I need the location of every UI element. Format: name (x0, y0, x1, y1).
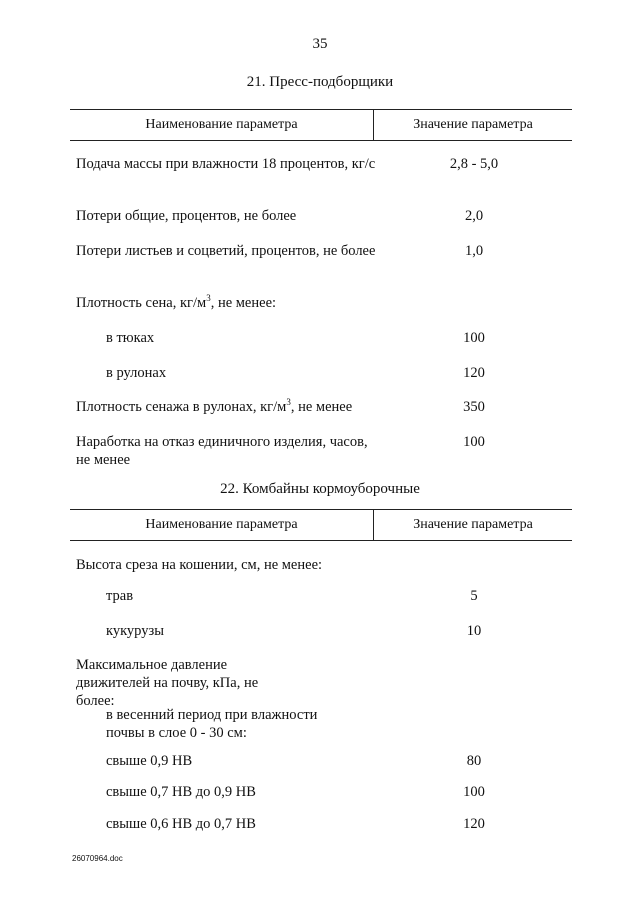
page-number: 35 (312, 36, 328, 52)
parameter-name: Наработка на отказ единичного изделия, часов, не менее (76, 434, 368, 468)
document-code: 26070964.doc (72, 854, 123, 863)
parameter-name: в весенний период при влажности почвы в слое 0 - 30 см: (106, 707, 318, 741)
parameter-name: Высота среза на кошении, см, не менее: (76, 557, 323, 573)
parameter-name (76, 398, 396, 416)
parameter-name-suffix: , не менее (290, 399, 353, 415)
parameter-name: свыше 0,9 НВ (106, 753, 193, 769)
table-header (70, 109, 572, 141)
unit-exponent: 3 (206, 293, 211, 304)
parameter-name: Потери общие, процентов, не более (76, 208, 297, 224)
parameter-value: 2,8 - 5,0 (449, 156, 499, 172)
table-header (70, 509, 572, 541)
section-title: 21. Пресс-подборщики (246, 74, 394, 90)
parameter-name: Подача массы при влажности 18 процентов, кг/с (76, 156, 376, 172)
header-value-column: Значение параметра (413, 517, 533, 532)
header-name-column: Наименование параметра (70, 510, 374, 540)
parameter-name: трав (106, 588, 134, 604)
parameter-name (76, 294, 376, 312)
parameter-value: 5 (470, 588, 478, 604)
header-value-column: Значение параметра (413, 117, 533, 132)
parameter-name-text: Плотность сена, кг/м (76, 295, 207, 311)
parameter-name: в рулонах (106, 365, 167, 381)
parameter-name: Потери листьев и соцветий, процентов, не более (76, 243, 376, 259)
parameter-value: 120 (463, 365, 485, 381)
section-title: 22. Комбайны кормоуборочные (220, 481, 420, 497)
parameter-name-text: Плотность сенажа в рулонах, кг/м (76, 399, 287, 415)
parameter-name: в тюках (106, 330, 155, 346)
parameter-name: свыше 0,6 НВ до 0,7 НВ (106, 816, 256, 832)
header-name-column: Наименование параметра (70, 110, 374, 140)
parameter-value: 120 (463, 816, 485, 832)
parameter-value: 100 (463, 434, 485, 450)
parameter-name-suffix: , не менее: (210, 295, 277, 311)
parameter-name: Максимальное давление движителей на почву, кПа, не более: (76, 657, 259, 709)
parameter-value: 100 (463, 330, 485, 346)
parameter-value: 1,0 (464, 243, 484, 259)
parameter-value: 10 (466, 623, 482, 639)
parameter-name: кукурузы (106, 623, 164, 639)
parameter-value: 350 (463, 399, 485, 415)
parameter-value: 2,0 (464, 208, 484, 224)
unit-exponent: 3 (286, 397, 291, 408)
parameter-value: 80 (466, 753, 482, 769)
parameter-value: 100 (463, 784, 485, 800)
parameter-name: свыше 0,7 НВ до 0,9 НВ (106, 784, 256, 800)
